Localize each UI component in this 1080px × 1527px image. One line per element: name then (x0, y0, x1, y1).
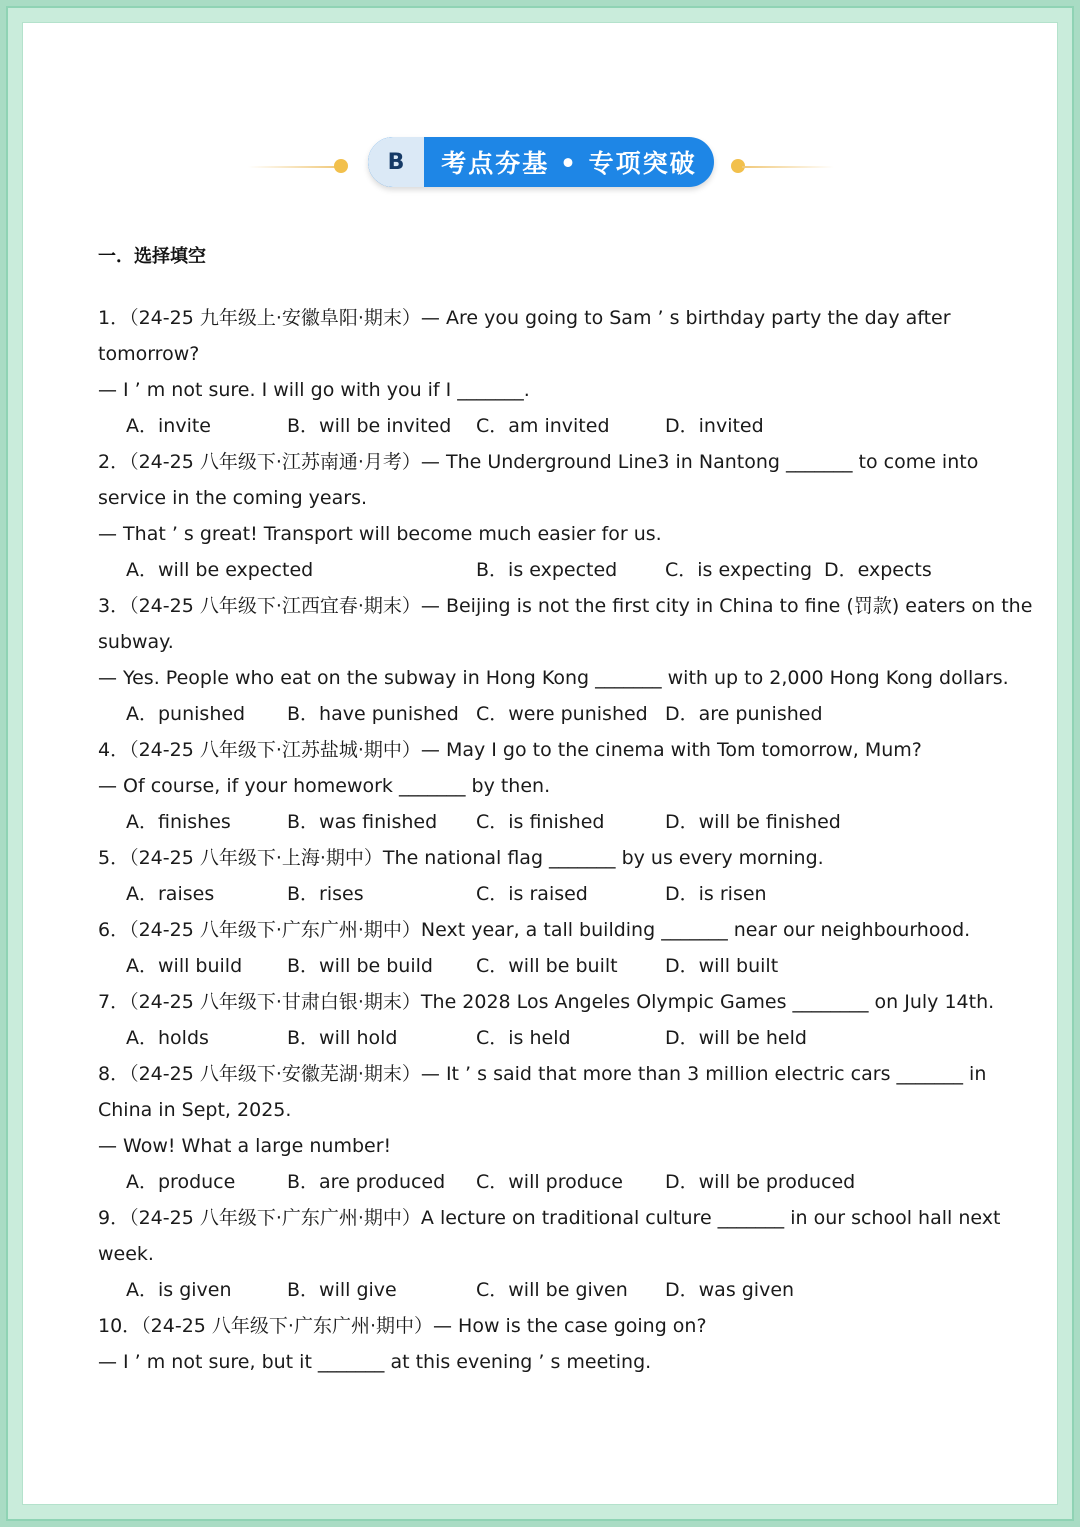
question-text-line: 4．（24-25 八年级下·江苏盐城·期中）— May I go to the cinema with Tom tomorrow, Mum? (98, 739, 922, 761)
answer-option[interactable]: B．will give (287, 1279, 397, 1301)
answer-options (98, 1272, 988, 1308)
question-item (98, 912, 988, 984)
question-list (98, 300, 1033, 1380)
question-text-line: 10．（24-25 八年级下·广东广州·期中）— How is the case going on? (98, 1315, 707, 1337)
answer-options (98, 804, 988, 840)
answer-options (98, 948, 988, 984)
answer-option[interactable]: B．have punished (287, 703, 459, 725)
answer-option[interactable]: D．are punished (665, 703, 823, 725)
question-text-line: subway. (98, 631, 174, 653)
question-text-line: tomorrow? (98, 343, 200, 365)
question-item (98, 732, 988, 840)
answer-option[interactable]: B．will be build (287, 955, 433, 977)
question-text-line: 6．（24-25 八年级下·广东广州·期中）Next year, a tall building _______ near our neighbourhood. (98, 919, 971, 941)
question-item (98, 1056, 988, 1200)
answer-option[interactable]: C．is expecting (665, 559, 813, 581)
answer-option[interactable]: C．were punished (476, 703, 648, 725)
answer-option[interactable]: D．will be produced (665, 1171, 856, 1193)
answer-option[interactable]: A．holds (126, 1027, 209, 1049)
question-text-line: — Wow! What a large number! (98, 1135, 392, 1157)
question-text-line: 3．（24-25 八年级下·江西宜春·期末）— Beijing is not the first city in China to fine (罚款) eaters on the (98, 595, 1033, 617)
question-item (98, 840, 988, 912)
question-text-line: 7．（24-25 八年级下·甘肃白银·期末）The 2028 Los Angeles Olympic Games ________ on July 14th. (98, 991, 995, 1013)
banner-decor-dot-left (334, 159, 348, 173)
answer-option[interactable]: D．expects (824, 559, 932, 581)
question-text-line: 5．（24-25 八年级下·上海·期中）The national flag _______ by us every morning. (98, 847, 824, 869)
answer-option[interactable]: A．produce (126, 1171, 236, 1193)
question-text-line: 1．（24-25 九年级上·安徽阜阳·期末）— Are you going to Sam ’ s birthday party the day after (98, 307, 951, 329)
answer-option[interactable]: A．raises (126, 883, 215, 905)
question-text-line: — I ’ m not sure. I will go with you if I _______. (98, 379, 530, 401)
question-text-line: — I ’ m not sure, but it _______ at this evening ’ s meeting. (98, 1351, 652, 1373)
banner-decor-line-left (248, 166, 340, 168)
answer-option[interactable]: C．will be given (476, 1279, 628, 1301)
answer-options (98, 408, 988, 444)
question-item (98, 588, 1033, 732)
question-text-line: — Yes. People who eat on the subway in Hong Kong _______ with up to 2,000 Hong Kong dollars. (98, 667, 1009, 689)
answer-option[interactable]: B．rises (287, 883, 364, 905)
answer-option[interactable]: C．am invited (476, 415, 610, 437)
banner-letter: B (368, 137, 424, 187)
answer-options (98, 552, 988, 588)
question-text-line: week. (98, 1243, 154, 1265)
answer-option[interactable]: C．is held (476, 1027, 571, 1049)
question-text-line: China in Sept, 2025. (98, 1099, 292, 1121)
answer-option[interactable]: A．finishes (126, 811, 231, 833)
answer-option[interactable]: A．punished (126, 703, 246, 725)
question-item (98, 300, 988, 444)
banner-title: 考点夯基 • 专项突破 (441, 149, 697, 178)
banner-decor-line-right (742, 166, 834, 168)
answer-option[interactable]: A．will build (126, 955, 243, 977)
section-banner (368, 137, 714, 187)
question-text-line: 8．（24-25 八年级下·安徽芜湖·期末）— It ’ s said that more than 3 million electric cars _______ in (98, 1063, 987, 1085)
answer-option[interactable]: D．will be finished (665, 811, 841, 833)
answer-option[interactable]: A．will be expected (126, 559, 314, 581)
answer-option[interactable]: C．is finished (476, 811, 605, 833)
answer-option[interactable]: D．was given (665, 1279, 795, 1301)
question-text-line: service in the coming years. (98, 487, 368, 509)
answer-option[interactable]: B．will be invited (287, 415, 452, 437)
question-text-line: 9．（24-25 八年级下·广东广州·期中）A lecture on traditional culture _______ in our school hall next (98, 1207, 1001, 1229)
question-item (98, 984, 995, 1056)
answer-option[interactable]: C．will produce (476, 1171, 623, 1193)
answer-options (98, 1164, 988, 1200)
answer-option[interactable]: A．is given (126, 1279, 232, 1301)
answer-options (98, 1020, 988, 1056)
question-text-line: 2．（24-25 八年级下·江苏南通·月考）— The Underground Line3 in Nantong _______ to come into (98, 451, 979, 473)
section-title: 一．选择填空 (98, 246, 206, 267)
question-text-line: — That ’ s great! Transport will become much easier for us. (98, 523, 662, 545)
answer-option[interactable]: B．are produced (287, 1171, 446, 1193)
question-item (98, 444, 988, 588)
answer-option[interactable]: D．invited (665, 415, 764, 437)
answer-options (98, 696, 988, 732)
question-item (98, 1200, 1001, 1308)
answer-option[interactable]: D．will be held (665, 1027, 807, 1049)
answer-option[interactable]: B．was finished (287, 811, 438, 833)
answer-option[interactable]: C．will be built (476, 955, 618, 977)
answer-option[interactable]: B．is expected (476, 559, 618, 581)
answer-options (98, 876, 988, 912)
answer-option[interactable]: A．invite (126, 415, 211, 437)
answer-option[interactable]: C．is raised (476, 883, 588, 905)
question-text-line: — Of course, if your homework _______ by then. (98, 775, 551, 797)
answer-option[interactable]: D．is risen (665, 883, 767, 905)
answer-option[interactable]: B．will hold (287, 1027, 398, 1049)
question-item (98, 1308, 988, 1380)
answer-option[interactable]: D．will built (665, 955, 779, 977)
